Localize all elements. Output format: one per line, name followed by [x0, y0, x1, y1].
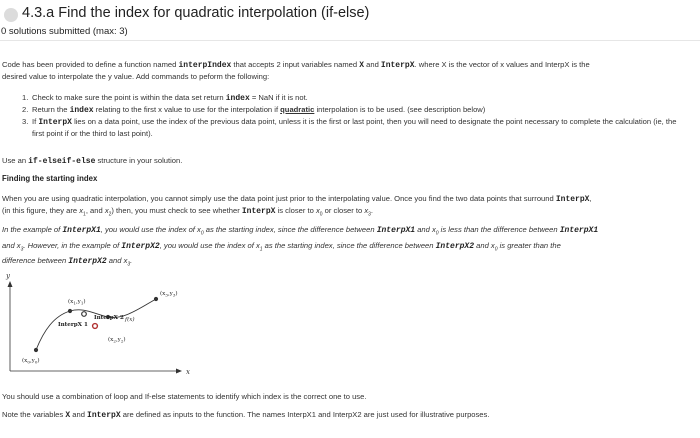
step-text: = NaN if it is not.: [249, 93, 308, 102]
example-text: , you would use the index of: [100, 225, 198, 234]
example-text: is less than the difference between: [438, 225, 560, 234]
footer-text: Note the variables: [2, 410, 66, 419]
x-axis-arrow-icon: [176, 369, 182, 374]
example-text: , you would use the index of: [159, 240, 256, 250]
intro-text: that accepts 2 input variables named: [231, 60, 360, 69]
function-name-code: interpIndex: [178, 61, 232, 70]
x-axis-label: x: [186, 368, 190, 376]
example-text: and: [415, 225, 432, 234]
footer-text: are defined as inputs to the function. The names InterpX1 and InterpX2 are just used for illustrative purposes.: [120, 410, 490, 419]
var-x-code: X: [359, 61, 365, 70]
interpolation-figure: [0, 270, 200, 382]
fx-label: f(x): [125, 317, 135, 323]
submission-count: 0 solutions submitted (max: 3): [1, 26, 128, 37]
math-var: x: [79, 206, 84, 215]
header-divider: [0, 40, 700, 41]
step-item: [22, 116, 682, 139]
section-text: , and: [85, 206, 105, 215]
problem-header: [0, 0, 700, 44]
step-text: If: [32, 117, 39, 126]
interpx1-code: InterpX1: [559, 226, 599, 235]
example-paragraph: In the example of InterpX1, you would use the index of $x_0$ as the starting index, since the difference between InterpX1 and $x_0$ is less than the difference between InterpX1 and $x_3$. However, in the example of InterpX2, you would use the index of $x_1$ as the starting index, since the difference between InterpX2 and $x_0$ is greater than the difference between InterpX2 and $x_3$.: [2, 225, 599, 268]
point-3-label: $(x_3,y_3)$: [160, 291, 178, 298]
y-axis-label: y: [6, 272, 10, 280]
step-item: [22, 104, 682, 116]
example-text: In the example of: [2, 225, 63, 234]
structure-note: [2, 155, 182, 167]
underlined-term: quadratic: [280, 105, 315, 114]
step-number: 1.: [22, 93, 29, 102]
var-interpx-code: InterpX: [380, 61, 415, 70]
section-text: (in this figure, they are: [2, 206, 80, 215]
footer-text: You should use a combination of loop and If-else statements to identify which index is the correct one to use.: [2, 392, 367, 401]
var-interpx-code: InterpX: [87, 411, 121, 420]
step-code: index: [69, 106, 94, 115]
section-text: is closer to: [275, 206, 316, 215]
point-0-label: $(x_0,y_0)$: [22, 358, 40, 365]
interpolation-diagram: [0, 270, 200, 382]
interpx2-code: InterpX2: [435, 241, 475, 251]
step-text: lies on a data point, use the index of the previous data point, unless it is the first or last point, then you will need to designate the point necessary to complete the calculation (ie, the first point if or the third to last point).: [32, 117, 677, 138]
footer-paragraph-2: [2, 409, 489, 421]
math-var: x: [364, 206, 369, 215]
example-text: difference between: [2, 256, 69, 266]
note-text: Use an: [2, 156, 29, 165]
interpx-code: InterpX: [241, 207, 276, 216]
point-2-label: $(x_2,y_2)$: [108, 337, 126, 344]
step-text: interpolation is to be used. (see description below): [314, 105, 486, 114]
intro-text: and: [364, 60, 381, 69]
section-text: ,: [589, 194, 592, 203]
footer-text: and: [70, 410, 88, 419]
example-text: and: [106, 256, 124, 266]
footer-paragraph-1: [2, 391, 366, 402]
interpx1-code: InterpX1: [62, 226, 101, 235]
data-point-0: [34, 348, 38, 352]
step-code: index: [225, 94, 250, 103]
interpx2-code: InterpX2: [121, 241, 160, 251]
step-item: [22, 92, 682, 104]
section-heading: Finding the starting index: [2, 174, 98, 183]
step-code: InterpX: [38, 118, 72, 127]
section-text: .: [370, 206, 374, 215]
example-text: . However, in the example of: [23, 240, 122, 250]
interpx1-marker: [82, 312, 87, 317]
data-point-3: [154, 297, 158, 301]
interpx2-code: InterpX2: [68, 257, 107, 267]
interpx1-label: InterpX 1: [58, 322, 88, 328]
intro-text: Code has been provided to define a function named: [2, 60, 179, 69]
intro-paragraph: [2, 59, 692, 82]
example-text: and: [2, 240, 17, 250]
step-text: relating to the first x value to use for the interpolation if: [93, 105, 281, 114]
data-point-1: [68, 309, 72, 313]
math-var: x: [315, 206, 320, 215]
math-var: x: [104, 206, 109, 215]
example-text: is greater than the: [497, 240, 561, 250]
example-text: as the starting index, since the difference between: [203, 225, 377, 234]
note-text: structure in your solution.: [95, 156, 183, 165]
step-text: Check to make sure the point is within the data set return: [32, 93, 226, 102]
intro-text-line2: desired value to interpolate the y value. Add commands to peform the following:: [2, 72, 270, 81]
example-text: and: [474, 240, 491, 250]
section-text: ) then, you must check to see whether: [111, 206, 242, 215]
submission-status-icon: [4, 8, 18, 22]
instruction-steps: [22, 92, 682, 139]
example-text: as the starting index, since the difference between: [262, 240, 436, 250]
example-text: .: [130, 256, 133, 266]
section-text: or closer to: [322, 206, 365, 215]
step-number: 3.: [22, 117, 29, 126]
structure-code: if-elseif-else: [28, 157, 96, 166]
intro-text: . where X is the vector of x values and InterpX is the: [414, 60, 590, 69]
step-text: Return the: [32, 105, 70, 114]
interpx-code: InterpX: [555, 195, 590, 204]
section-paragraph: When you are using quadratic interpolation, you cannot simply use the data point just prior to the interpolating value. Once you find the two data points that surround InterpX, (in this figure, they are $x_1$, and $x_2$) then, you must check to see whether InterpX is closer to $x_0$ or closer to $x_3$.: [2, 194, 592, 218]
interpx2-label: InterpX 2: [94, 315, 124, 321]
y-axis-arrow-icon: [8, 281, 13, 287]
var-x-code: X: [65, 411, 71, 420]
problem-title: 4.3.a Find the index for quadratic interpolation (if-else): [22, 5, 370, 21]
interpx2-marker: [93, 324, 98, 329]
interpx1-code: InterpX1: [376, 226, 416, 235]
section-text: When you are using quadratic interpolation, you cannot simply use the data point just prior to the interpolating value. Once you find the two data points that surround: [2, 194, 556, 203]
point-1-label: $(x_1,y_1)$: [68, 299, 86, 306]
step-number: 2.: [22, 105, 29, 114]
